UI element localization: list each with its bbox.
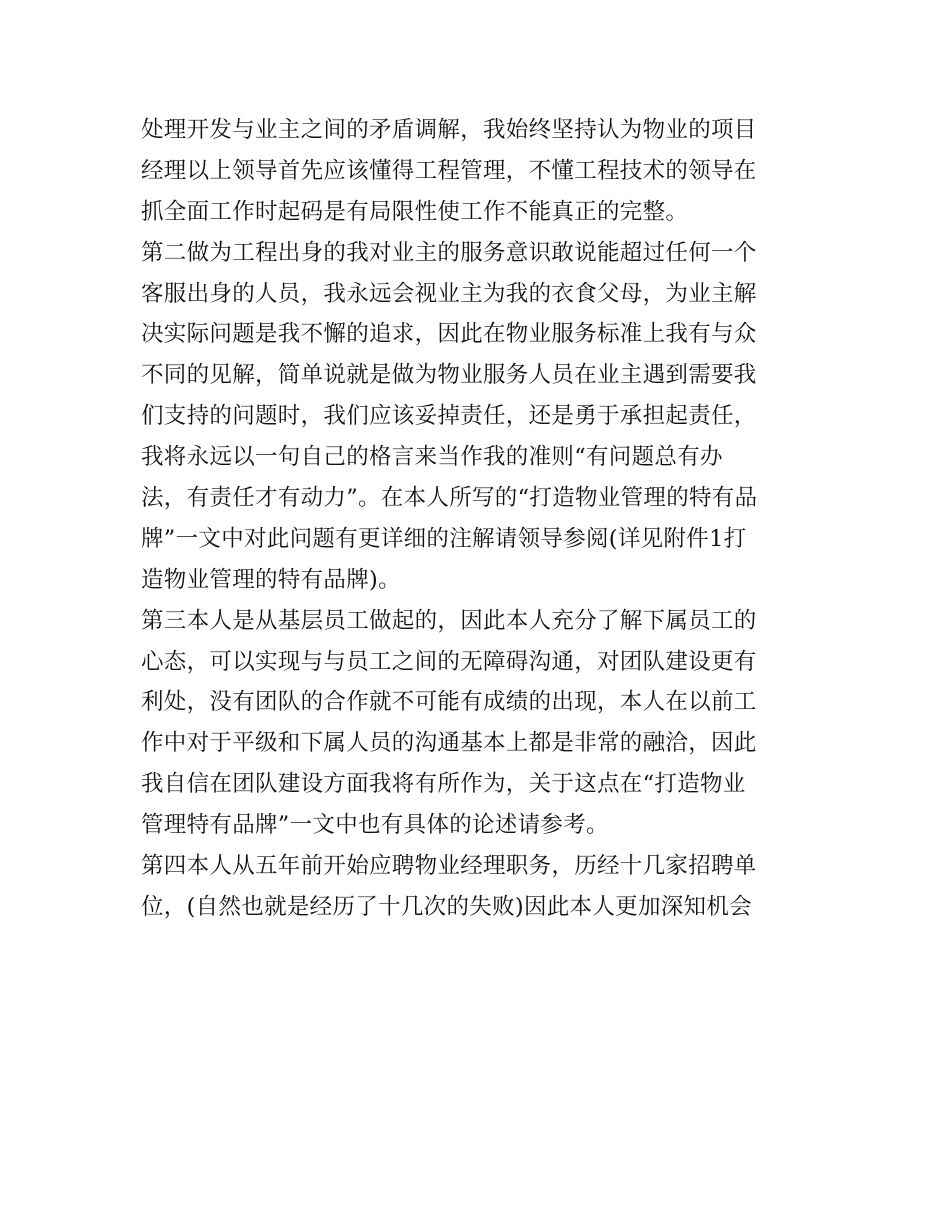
text-line-5: 客服出身的人员，我永远会视业主为我的衣食父母，为业主解 bbox=[141, 280, 757, 307]
text-line-1: 处理开发与业主之间的矛盾调解，我始终坚持认为物业的项目 bbox=[141, 117, 757, 143]
document-body bbox=[141, 110, 821, 928]
text-line-7: 不同的见解，简单说就是做为物业服务人员在业主遇到需要我 bbox=[141, 362, 757, 389]
text-line-3: 抓全面工作时起码是有局限性使工作不能真正的完整。 bbox=[141, 198, 689, 225]
text-line-19: 第四本人从五年前开始应聘物业经理职务，历经十几家招聘单 bbox=[141, 853, 757, 880]
text-line-17: 我自信在团队建设方面我将有所作为，关于这点在“打造物业 bbox=[141, 771, 746, 798]
text-line-13: 第三本人是从基层员工做起的，因此本人充分了解下属员工的 bbox=[141, 607, 757, 634]
text-line-9: 我将永远以一句自己的格言来当作我的准则“有问题总有办 bbox=[141, 444, 723, 471]
text-line-4: 第二做为工程出身的我对业主的服务意识敢说能超过任何一个 bbox=[141, 239, 757, 266]
text-line-6: 决实际问题是我不懈的追求，因此在物业服务标准上我有与众 bbox=[141, 321, 757, 348]
text-line-14: 心态，可以实现与与员工之间的无障碍沟通，对团队建设更有 bbox=[141, 648, 757, 675]
text-line-11: 牌”一文中对此问题有更详细的注解请领导参阅(详见附件1打 bbox=[141, 525, 747, 552]
text-line-8: 们支持的问题时，我们应该妥掉责任，还是勇于承担起责任， bbox=[141, 403, 757, 430]
text-line-12: 造物业管理的特有品牌)。 bbox=[141, 566, 401, 593]
text-line-15: 利处，没有团队的合作就不可能有成绩的出现，本人在以前工 bbox=[141, 689, 757, 716]
text-line-20: 位，(自然也就是经历了十几次的失败)因此本人更加深知机会 bbox=[141, 893, 752, 920]
text-line-2: 经理以上领导首先应该懂得工程管理，不懂工程技术的领导在 bbox=[141, 157, 757, 184]
text-line-16: 作中对于平级和下属人员的沟通基本上都是非常的融洽，因此 bbox=[141, 730, 757, 757]
text-line-10: 法，有责任才有动力”。在本人所写的“打造物业管理的特有品 bbox=[141, 485, 758, 512]
text-line-18: 管理特有品牌”一文中也有具体的论述请参考。 bbox=[141, 812, 609, 839]
